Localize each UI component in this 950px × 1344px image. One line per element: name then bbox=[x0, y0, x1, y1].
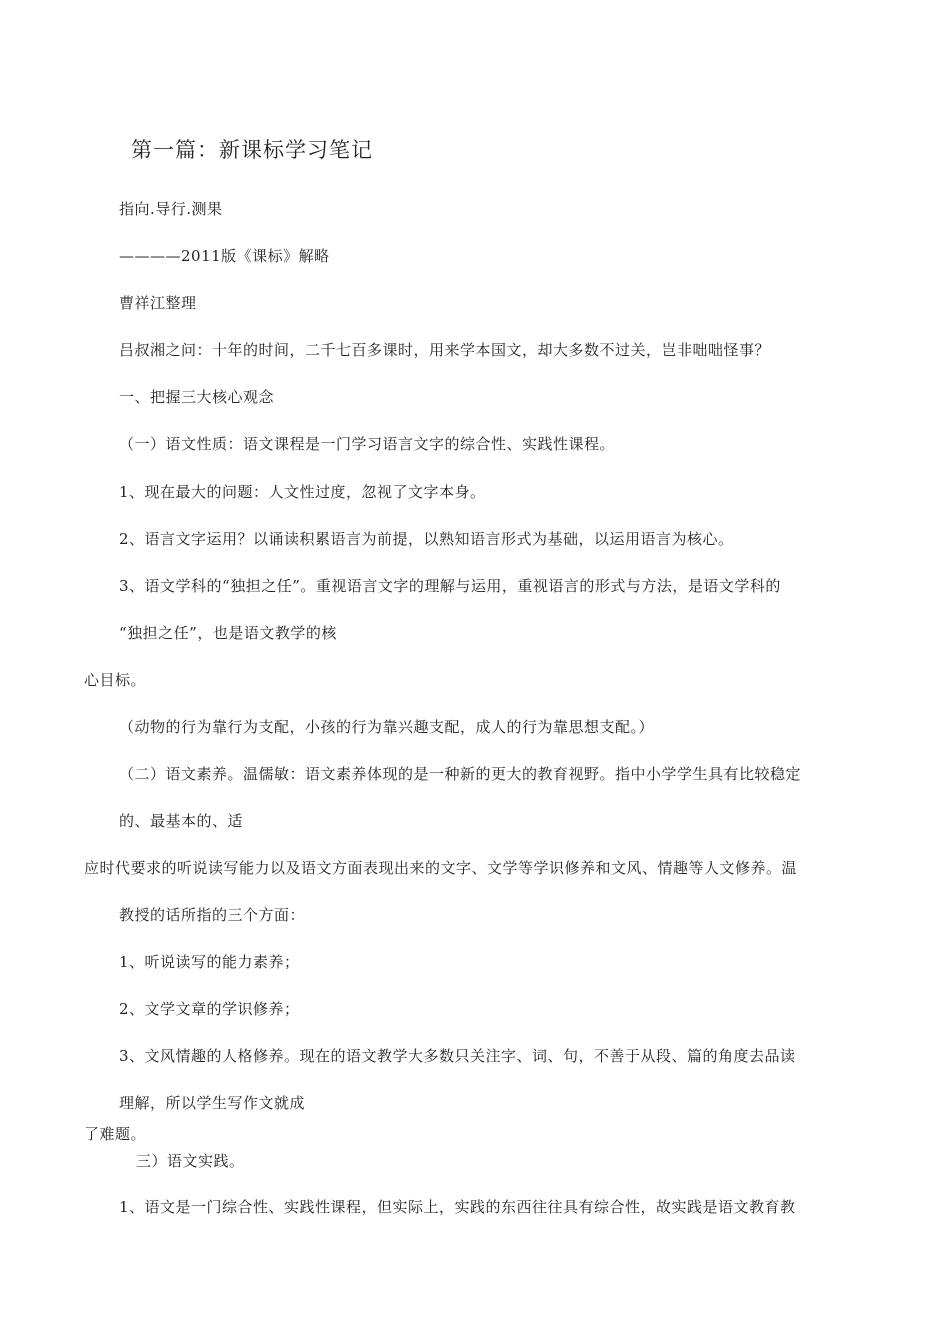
list-item-3-line-2: “独担之任”，也是语文教学的核 bbox=[119, 624, 337, 642]
literacy-item-1: 1、听说读写的能力素养； bbox=[119, 953, 300, 971]
author-line: 曹祥江整理 bbox=[119, 294, 197, 312]
literacy-item-2: 2、文学文章的学识修养； bbox=[119, 1000, 300, 1018]
subsection-literacy-line-2: 的、最基本的、适 bbox=[119, 812, 244, 830]
quote-paragraph: 吕叔湘之问：十年的时间，二千七百多课时，用来学本国文，却大多数不过关，岂非咄咄怪事？ bbox=[119, 341, 771, 359]
subtitle: 指向.导行.测果 bbox=[119, 200, 223, 218]
subsection-practice: 三）语文实践。 bbox=[136, 1152, 245, 1170]
literacy-item-3-line-1: 3、文风情趣的人格修养。现在的语文教学大多数只关注字、词、句，不善于从段、篇的角度去品读 bbox=[119, 1047, 796, 1065]
practice-item-1: 1、语文是一门综合性、实践性课程，但实际上，实践的东西往往具有综合性，故实践是语文教育教 bbox=[119, 1198, 796, 1216]
version-line: ————2011版《课标》解略 bbox=[119, 247, 330, 265]
list-item-1: 1、现在最大的问题：人文性过度，忽视了文字本身。 bbox=[119, 483, 486, 501]
literacy-item-3-line-2: 理解，所以学生写作文就成 bbox=[119, 1094, 306, 1112]
section-heading-1: 一、把握三大核心观念 bbox=[119, 388, 275, 406]
subsection-literacy-line-4: 教授的话所指的三个方面： bbox=[119, 906, 306, 924]
subsection-literacy-line-1: （二）语文素养。温儒敏：语文素养体现的是一种新的更大的教育视野。指中小学学生具有比较稳定 bbox=[119, 765, 802, 783]
subsection-literacy-line-3: 应时代要求的听说读写能力以及语文方面表现出来的文字、文学等学识修养和文风、情趣等人文修养。温 bbox=[84, 859, 798, 877]
list-item-2: 2、语言文字运用？以诵读积累语言为前提，以熟知语言形式为基础，以运用语言为核心。 bbox=[119, 530, 734, 548]
subsection-nature: （一）语文性质：语文课程是一门学习语言文字的综合性、实践性课程。 bbox=[119, 435, 616, 453]
list-item-3-line-1: 3、语文学科的“独担之任”。重视语言文字的理解与运用，重视语言的形式与方法，是语文学科的 bbox=[119, 577, 781, 595]
literacy-item-3-line-3: 了难题。 bbox=[84, 1125, 147, 1143]
list-item-3-line-3: 心目标。 bbox=[84, 671, 147, 689]
document-title: 第一篇：新课标学习笔记 bbox=[131, 138, 373, 162]
note-paragraph: （动物的行为靠行为支配，小孩的行为靠兴趣支配，成人的行为靠思想支配。） bbox=[119, 718, 655, 736]
